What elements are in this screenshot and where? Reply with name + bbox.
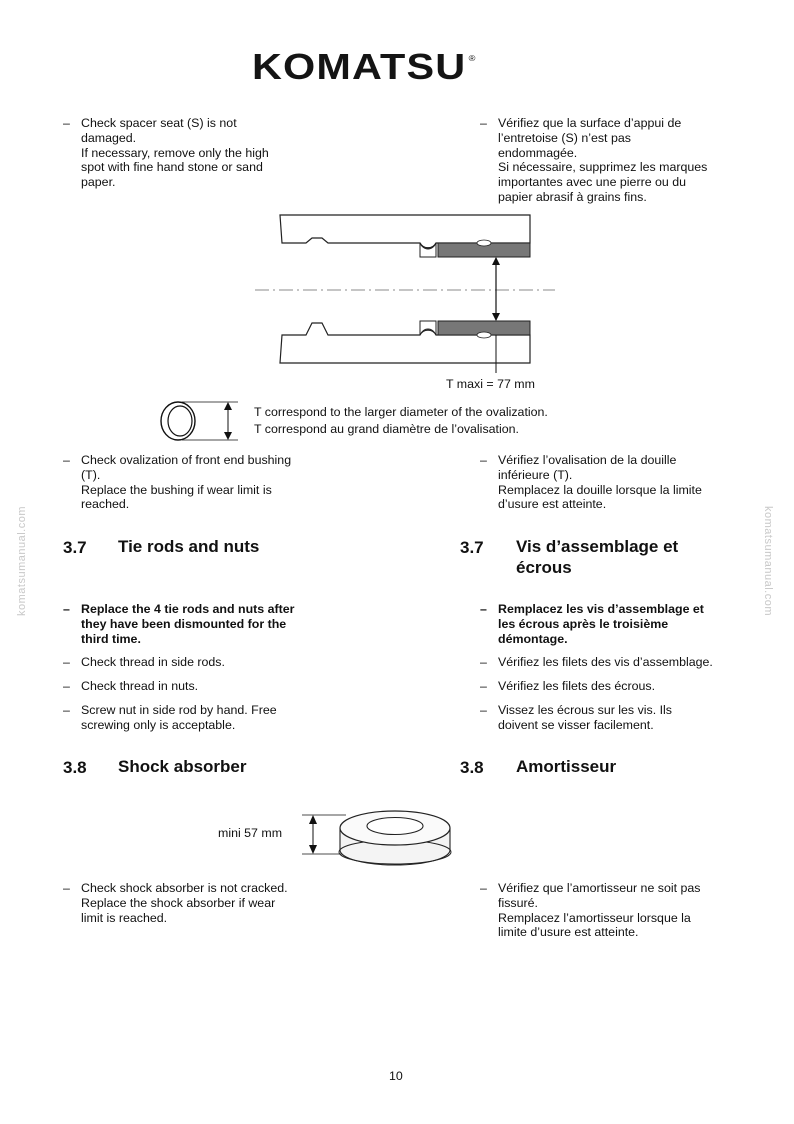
- s37-item-fr-1: [480, 602, 704, 646]
- s37-item-en-4: [63, 703, 277, 733]
- text-line: limite d’usure est atteinte.: [498, 925, 639, 940]
- arrow-bottom: [224, 432, 232, 440]
- intro-fr: [480, 116, 707, 205]
- text-line: Check shock absorber is not cracked.: [81, 881, 288, 895]
- text-line: screwing only is acceptable.: [81, 717, 236, 732]
- section-38-number-en: 3.8: [63, 758, 87, 777]
- ovalization-diagram: [158, 399, 248, 443]
- s37-item-en-2: [63, 655, 225, 670]
- dash: –: [480, 602, 487, 616]
- text-line: Screw nut in side rod by hand. Free: [81, 703, 277, 717]
- text-line: Si nécessaire, supprimez les marques: [498, 160, 708, 175]
- dash: –: [480, 881, 487, 895]
- text-line: Check thread in side rods.: [81, 655, 225, 669]
- dash: –: [63, 602, 70, 616]
- watermark-left: komatsumanual.com: [16, 506, 28, 616]
- section-37-number-en: 3.7: [63, 538, 87, 557]
- section-37-number-fr: 3.7: [460, 538, 484, 557]
- ovalization-en: [63, 453, 291, 512]
- registered-mark: ®: [468, 54, 477, 63]
- s38-item-fr: [480, 881, 700, 940]
- lower-groove: [477, 332, 491, 338]
- title-line: écrous: [516, 558, 572, 577]
- dash: –: [480, 655, 487, 669]
- section-38-title-en: Shock absorber: [118, 757, 247, 776]
- dash: –: [63, 453, 70, 467]
- text-line: Check spacer seat (S) is not: [81, 116, 237, 130]
- s37-item-en-3: [63, 679, 198, 694]
- komatsu-logo: [252, 46, 477, 88]
- text-line: Vérifiez les filets des écrous.: [498, 679, 656, 693]
- text-line: Vérifiez l’ovalisation de la douille: [498, 453, 677, 467]
- section-37-title-en: Tie rods and nuts: [118, 537, 260, 556]
- s37-item-en-1: [63, 602, 294, 646]
- text-line: Replace the 4 tie rods and nuts after: [81, 602, 295, 616]
- text-line: Check thread in nuts.: [81, 679, 199, 693]
- text-line: Remplacez l’amortisseur lorsque la: [498, 910, 691, 925]
- text-line: (T).: [81, 467, 101, 482]
- dash: –: [480, 703, 487, 717]
- text-line: Vérifiez que la surface d’appui de: [498, 116, 682, 130]
- s37-item-fr-4: [480, 703, 672, 733]
- arrow-top: [309, 815, 317, 824]
- text-line: they have been dismounted for the: [81, 616, 287, 631]
- dash: –: [480, 679, 487, 693]
- text-line: Vérifiez que l’amortisseur ne soit pas: [498, 881, 701, 895]
- ovalization-note-en: T correspond to the larger diameter of the ovalization.: [254, 405, 548, 419]
- text-line: importantes avec une pierre ou du: [498, 175, 687, 190]
- text-line: les écrous après le troisième: [498, 616, 669, 631]
- logo-text: KOMATSU: [252, 46, 467, 87]
- text-line: inférieure (T).: [498, 467, 573, 482]
- dash: –: [63, 881, 70, 895]
- text-line: limit is reached.: [81, 910, 168, 925]
- text-line: papier abrasif à grains fins.: [498, 189, 647, 204]
- bushing-section-diagram: [250, 205, 560, 373]
- inner-ring: [168, 406, 192, 436]
- dash: –: [63, 116, 70, 130]
- dash: –: [63, 703, 70, 717]
- text-line: d’usure est atteinte.: [498, 497, 607, 512]
- dash: –: [480, 453, 487, 467]
- text-line: doivent se visser facilement.: [498, 717, 654, 732]
- text-line: Remplacez la douille lorsque la limite: [498, 482, 702, 497]
- upper-groove: [477, 240, 491, 246]
- section-38-number-fr: 3.8: [460, 758, 484, 777]
- s37-item-fr-2: [480, 655, 713, 670]
- text-line: Remplacez les vis d’assemblage et: [498, 602, 704, 616]
- arrow-top: [492, 257, 500, 265]
- absorber-hole: [367, 818, 423, 835]
- page-number: 10: [389, 1069, 403, 1083]
- arrow-top: [224, 402, 232, 410]
- intro-en: [63, 116, 269, 190]
- text-line: l’entretoise (S) n’est pas: [498, 130, 631, 145]
- text-line: endommagée.: [498, 145, 578, 160]
- t-maxi-label: T maxi = 77 mm: [446, 377, 535, 391]
- s37-item-fr-3: [480, 679, 655, 694]
- arrow-bottom: [309, 845, 317, 854]
- dash: –: [63, 679, 70, 693]
- text-line: Check ovalization of front end bushing: [81, 453, 292, 467]
- text-line: spot with fine hand stone or sand: [81, 160, 263, 175]
- text-line: Replace the bushing if wear limit is: [81, 482, 272, 497]
- text-line: Replace the shock absorber if wear: [81, 895, 276, 910]
- section-38-title-fr: Amortisseur: [516, 757, 617, 776]
- ovalization-fr: [480, 453, 702, 512]
- mini-57-label: mini 57 mm: [218, 826, 283, 840]
- text-line: paper.: [81, 175, 116, 190]
- text-line: third time.: [81, 631, 141, 646]
- text-line: Vérifiez les filets des vis d’assemblage.: [498, 655, 713, 669]
- dash: –: [480, 116, 487, 130]
- text-line: démontage.: [498, 631, 568, 646]
- title-line: Vis d’assemblage et: [516, 537, 679, 556]
- text-line: fissuré.: [498, 895, 538, 910]
- ovalization-note-fr: T correspond au grand diamètre de l’ovalisation.: [254, 422, 519, 436]
- s38-item-en: [63, 881, 288, 925]
- shock-absorber-diagram: [300, 802, 455, 868]
- dash: –: [63, 655, 70, 669]
- text-line: Vissez les écrous sur les vis. Ils: [498, 703, 672, 717]
- watermark-right: komatsumanual.com: [762, 506, 774, 616]
- text-line: If necessary, remove only the high: [81, 145, 269, 160]
- text-line: reached.: [81, 497, 130, 512]
- text-line: damaged.: [81, 130, 137, 145]
- section-37-title-fr: [516, 536, 678, 578]
- arrow-bottom: [492, 313, 500, 321]
